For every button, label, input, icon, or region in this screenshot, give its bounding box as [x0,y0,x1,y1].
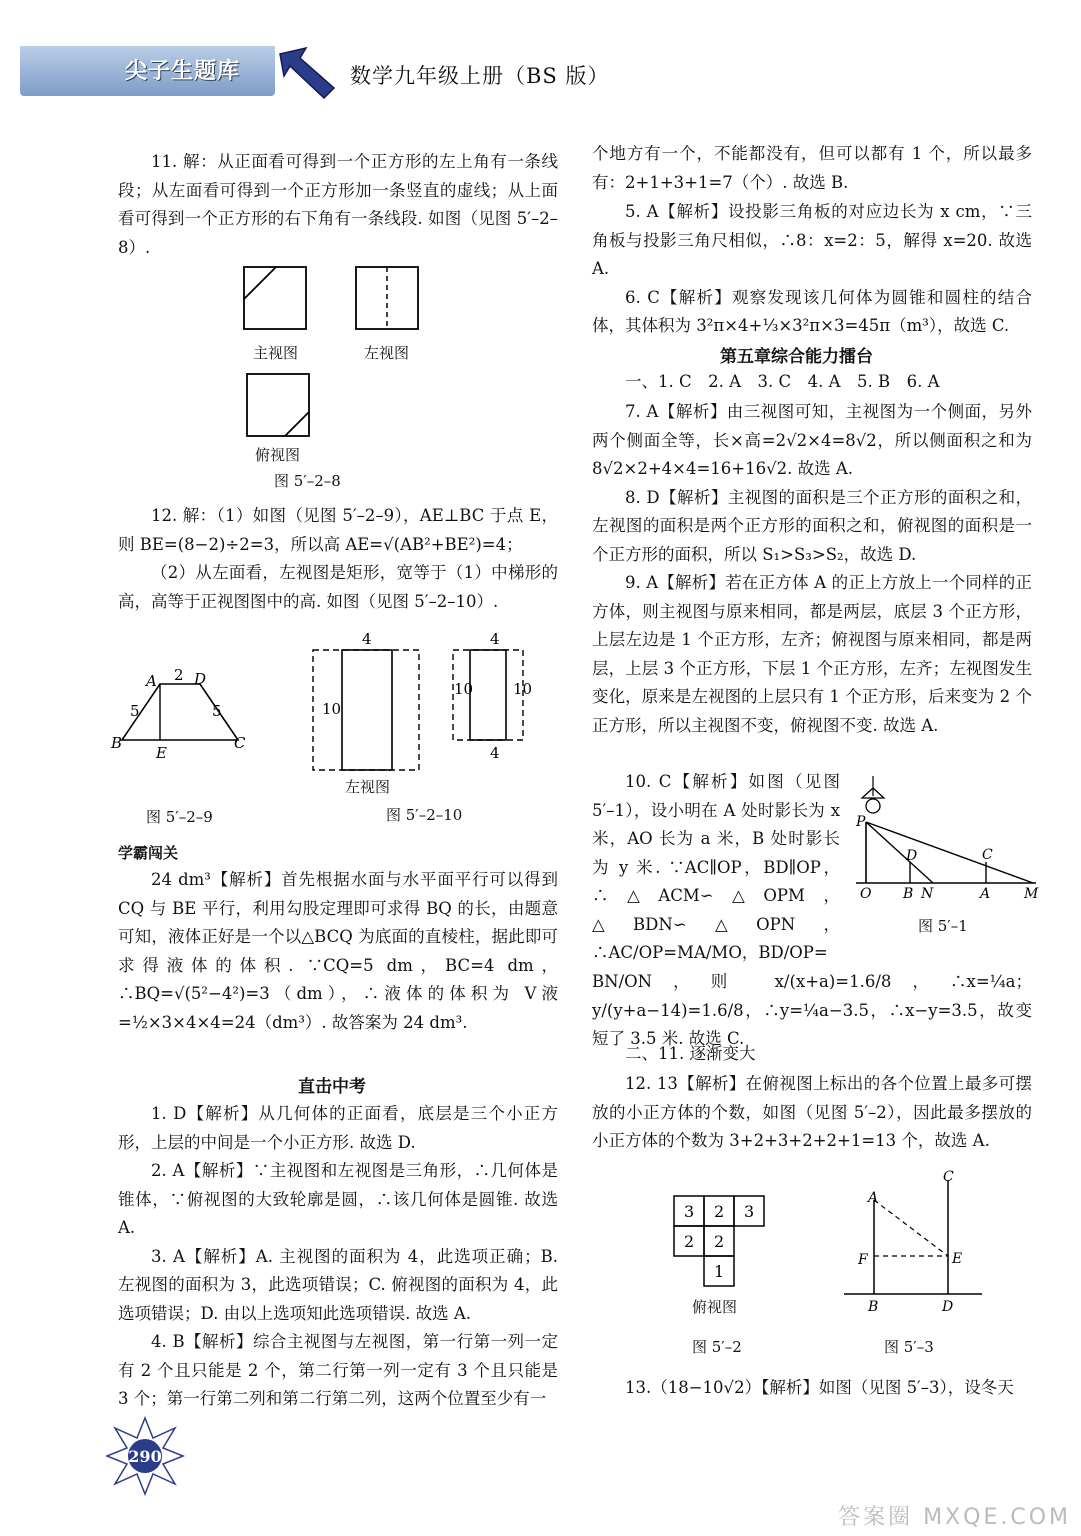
xueba-title: 学霸闯关 [118,844,179,862]
p7-text: 7. A【解析】由三视图可知，主视图为一个侧面，另外两个侧面全等，长×高=2√2×4=8√2，所以侧面积之和为 8√2×2+4×4=16+16√2. 故选 A. [592,402,1032,478]
p9-text: 9. A【解析】若在正方体 A 的正上方放上一个同样的正方体，则主视图与原来相同，都是两层，底层 3 个正方形，上层左边是 1 个正方形，左齐；俯视图与原来相同，都是两层，上层 3 个正方形，下层 1 个正方形，左齐；左视图发生变化，原来是左视图的上层只有 1 个正方形，后来变为 2 个正方形，所以主视图不变，俯视图不变. 故选 A. [592,573,1032,735]
right-p5-6 [592,198,1032,341]
height-2b: 10 [513,680,533,698]
point-m: M [1024,886,1039,902]
figure-5-2-10 [300,628,550,778]
point-c: C [234,734,246,752]
p10-text: 10. C【解析】如图（见图 5′–1），设小明在 A 处时影长为 x 米，AO 长为 a 米，B 处时影长为 y 米. ∵AC∥OP，BD∥OP，∴△ACM∽△OPM，△BDN∽△OPN，∴AC/OP=MA/MO，BD/OP= [592,772,840,962]
chapter5-title: 第五章综合能力擂台 [720,347,873,367]
point-e: E [156,744,167,762]
cell-5: 2 [714,1232,725,1251]
cell-1: 3 [684,1202,695,1221]
label-main-view: 主视图 [253,344,299,362]
point-c2: C [982,847,993,863]
point-b3: B [868,1299,879,1315]
label-left-view: 左视图 [364,344,410,362]
label-top-view: 俯视图 [255,446,301,464]
label-left-view-2: 左视图 [345,778,391,796]
cell-2: 2 [714,1202,725,1221]
xueba-text [118,866,558,1037]
p5-text: 5. A【解析】设投影三角板的对应边长为 x cm，∵三角板与投影三角尺相似，∴8：x=2：5，解得 x=20. 故选 A. [592,202,1032,278]
caption-5-2-10: 图 5′–2–10 [386,806,463,824]
p12-text-2: （2）从左面看，左视图是矩形，宽等于（1）中梯形的高，高等于正视图图中的高. 如图（见图 5′–2–10）. [118,563,558,611]
book-title: 数学九年级上册（BS 版） [350,64,610,88]
p8-text: 8. D【解析】主视图的面积是三个正方形的面积之和，左视图的面积是两个正方形的面积之和，俯视图的面积是一个正方形的面积，所以 S₁>S₃>S₂，故选 D. [592,487,1032,564]
left-problem-11 [118,148,558,262]
point-e3: E [952,1251,963,1267]
zhiji-4: 4. B【解析】综合主视图与左视图，第一行第一列一定有 2 个且只能是 2 个，第二行第一列一定有 3 个且只能是 3 个；第一行第二列和第二行第二列，这两个位置至少有一 [118,1332,558,1408]
page-number: 290 [128,1447,162,1466]
left-problem-12 [118,502,558,616]
caption-5-1: 图 5′–1 [918,917,968,935]
width-3: 4 [490,744,500,762]
height-1: 10 [322,700,342,718]
arrow-icon [276,44,338,100]
point-b2: B [903,886,914,902]
cell-3: 3 [744,1202,755,1221]
right-p7-9 [592,398,1032,740]
zhiji-1: 1. D【解析】从几何体的正面看，底层是三个小正方形，上层的中间是一个小正方形. 故选 D. [118,1104,558,1152]
caption-5-2-8: 图 5′–2–8 [274,472,341,490]
point-a3: A [868,1190,879,1206]
page-badge-icon [105,1416,185,1496]
right-p12 [592,1070,1032,1156]
left-length: 5 [130,702,140,720]
right-p13 [592,1374,1032,1403]
zhiji-3: 3. A【解析】A. 主视图的面积为 4，此选项正确；B. 左视图的面积为 3，此选项错误；C. 俯视图的面积为 4，此选项错误；D. 由以上选项知此选项错误. 故选 A. [118,1246,558,1323]
point-d2: D [906,848,918,864]
brand-name: 尖子生题库 [125,59,241,84]
caption-5-2: 图 5′–2 [692,1338,742,1356]
caption-5-2-9: 图 5′–2–9 [146,808,213,826]
answers-part1 [592,368,1032,397]
zhiji-2: 2. A【解析】∵主视图和左视图是三角形，∴几何体是锥体，∵俯视图的大致轮廓是圆，∴该几何体是圆锥. 故选 A. [118,1161,558,1237]
top-length: 2 [174,666,184,684]
point-a2: A [980,886,991,902]
right-top-text [592,140,1032,197]
cell-4: 2 [684,1232,695,1251]
zhiji-title: 直击中考 [298,1077,366,1097]
answers1-text: 一、1. C 2. A 3. C 4. A 5. B 6. A [625,372,940,391]
right-length: 5 [212,702,222,720]
p10b-text: BN/ON，则 x/(x+a)=1.6/8，∴x=¼a；y/(y+a−14)=1.6/8，∴y=¼a−3.5，∴x−y=3.5，故变短了 3.5 米. 故选 C. [592,972,1032,1048]
point-f: F [858,1252,868,1268]
point-o: O [860,886,872,902]
p12-text-1: 12. 解：（1）如图（见图 5′–2–9），AE⊥BC 于点 E，则 BE=(8−2)÷2=3，所以高 AE=√(AB²+BE²)=4； [118,506,558,554]
point-d: D [194,670,207,688]
right-top-para: 个地方有一个，不能都没有，但可以都有 1 个，所以最多有：2+1+3+1=7（个）. 故选 B. [592,144,1032,192]
width-1: 4 [362,630,372,648]
answers2-text: 二、11. 逐渐变大 [625,1044,756,1063]
p6-text: 6. C【解析】观察发现该几何体为圆锥和圆柱的结合体，其体积为 3²π×4+⅓×3²π×3=45π（m³），故选 C. [592,287,1032,335]
p13-text: 13.（18−10√2）【解析】如图（见图 5′–3），设冬天 [625,1378,1014,1397]
figure-5-1 [848,770,1043,920]
zhiji-text [118,1100,558,1414]
point-n: N [921,886,934,902]
point-c3: C [943,1169,954,1185]
figure-5-3 [842,1166,982,1316]
watermark: 答案圈 MXQE.COM [838,1505,1071,1530]
label-top-view-2: 俯视图 [692,1298,738,1316]
caption-5-3: 图 5′–3 [884,1338,934,1356]
point-b: B [111,734,123,752]
height-2a: 10 [454,680,474,698]
right-p10 [592,768,840,968]
xueba-para: 24 dm³【解析】首先根据水面与水平面平行可以得到 CQ 与 BE 平行，利用勾股定理即可求得 BQ 的长，由题意可知，液体正好是一个以△BCQ 为底面的直棱柱，据此即可求得液体的体积. ∵CQ=5 dm，BC=4 dm，∴BQ=√(5²−4²)=3（dm），∴液体的体积为 V液=½×3×4×4=24（dm³）. 故答案为 24 dm³. [118,870,558,1032]
point-a: A [146,672,157,690]
width-2: 4 [490,630,500,648]
p11-text: 11. 解：从正面看可得到一个正方形的左上角有一条线段；从左面看可得到一个正方形加一条竖直的虚线；从上面看可得到一个正方形的右下角有一条线段. 如图（见图 5′–2–8）. [118,152,558,257]
cell-6: 1 [714,1262,725,1281]
figure-5-2-9 [108,660,258,768]
figure-5-2 [668,1192,772,1292]
point-d3: D [942,1299,954,1315]
header-banner [20,46,275,96]
answers-part2 [592,1040,1032,1069]
point-p: P [856,814,866,830]
p12r-text: 12. 13【解析】在俯视图上标出的各个位置上最多可摆放的小正方体的个数，如图（见图 5′–2），因此最多摆放的小正方体的个数为 3+2+3+2+2+1=13 个，故选 A. [592,1074,1032,1150]
